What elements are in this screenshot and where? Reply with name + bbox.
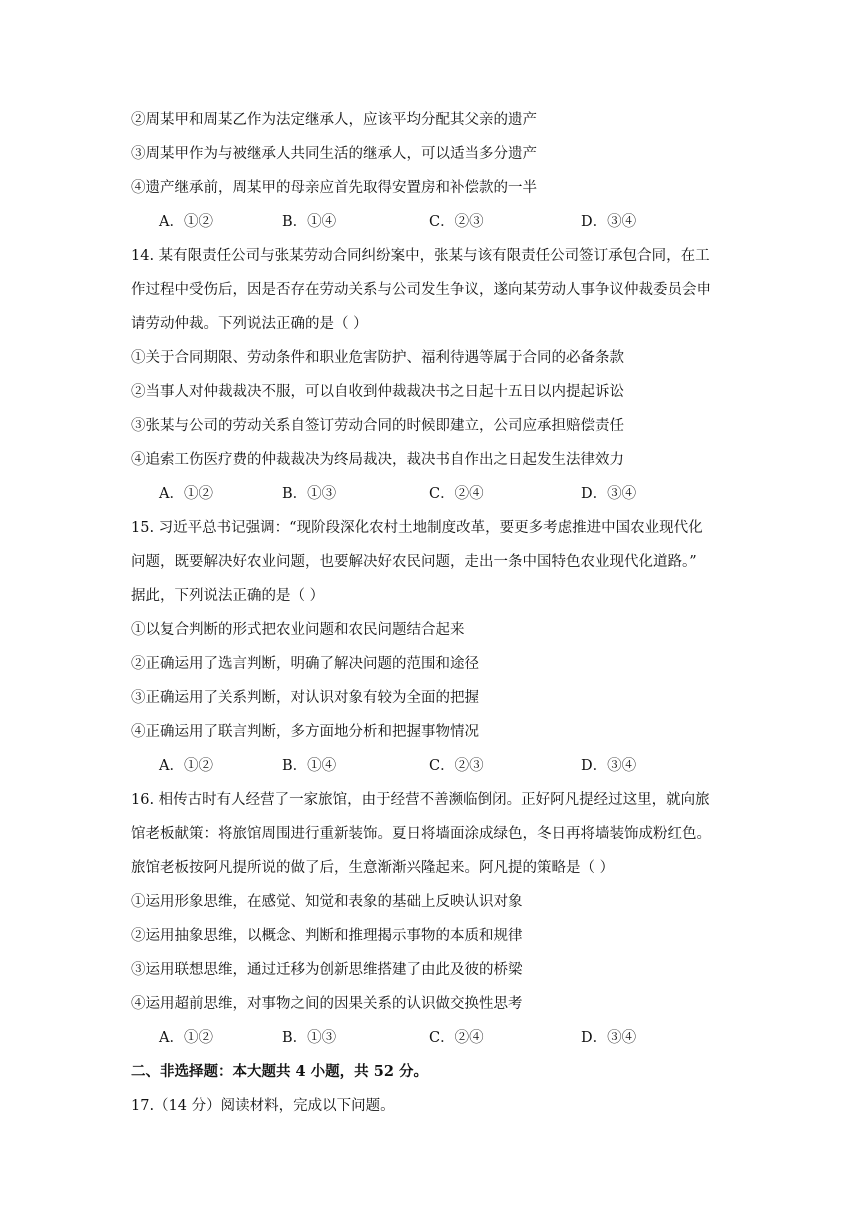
q16-option-a: A．①② bbox=[159, 1030, 213, 1046]
q15-statement-4: ④正确运用了联言判断，多方面地分析和把握事物情况 bbox=[131, 724, 479, 740]
q14-option-c: C．②④ bbox=[429, 486, 484, 502]
q15-statement-3: ③正确运用了关系判断，对认识对象有较为全面的把握 bbox=[131, 690, 479, 706]
q14-option-b: B．①③ bbox=[282, 486, 337, 502]
q16-stem-line-2: 馆老板献策：将旅馆周围进行重新装饰。夏日将墙面涂成绿色，冬日再将墙装饰成粉红色。 bbox=[131, 826, 711, 842]
q14-stem-line-1: 14. 某有限责任公司与张某劳动合同纠纷案中，张某与该有限责任公司签订承包合同，在工 bbox=[131, 248, 710, 264]
q13-option-a: A．①② bbox=[159, 214, 213, 230]
q15-statement-1: ①以复合判断的形式把农业问题和农民问题结合起来 bbox=[131, 622, 465, 638]
q15-option-c: C．②③ bbox=[429, 758, 484, 774]
q16-statement-3: ③运用联想思维，通过迁移为创新思维搭建了由此及彼的桥梁 bbox=[131, 962, 523, 978]
q15-options bbox=[159, 756, 679, 776]
q16-options bbox=[159, 1028, 679, 1048]
q16-statement-2: ②运用抽象思维，以概念、判断和推理揭示事物的本质和规律 bbox=[131, 928, 523, 944]
q14-options bbox=[159, 484, 679, 504]
q13-option-b: B．①④ bbox=[282, 214, 337, 230]
q15-option-b: B．①④ bbox=[282, 758, 337, 774]
q15-stem-line-1: 15. 习近平总书记强调：“现阶段深化农村土地制度改革，要更多考虑推进中国农业现代化 bbox=[131, 520, 703, 536]
q13-statement-2: ②周某甲和周某乙作为法定继承人，应该平均分配其父亲的遗产 bbox=[131, 112, 537, 128]
q15-option-a: A．①② bbox=[159, 758, 213, 774]
q13-options bbox=[159, 212, 679, 232]
q15-option-d: D．③④ bbox=[581, 758, 637, 774]
q14-statement-3: ③张某与公司的劳动关系自签订劳动合同的时候即建立，公司应承担赔偿责任 bbox=[131, 418, 624, 434]
q14-option-d: D．③④ bbox=[581, 486, 637, 502]
q13-option-c: C．②③ bbox=[429, 214, 484, 230]
q16-statement-4: ④运用超前思维，对事物之间的因果关系的认识做交换性思考 bbox=[131, 996, 523, 1012]
q16-option-d: D．③④ bbox=[581, 1030, 637, 1046]
q14-option-a: A．①② bbox=[159, 486, 213, 502]
q13-statement-3: ③周某甲作为与被继承人共同生活的继承人，可以适当多分遗产 bbox=[131, 146, 537, 162]
q14-statement-2: ②当事人对仲裁裁决不服，可以自收到仲裁裁决书之日起十五日以内提起诉讼 bbox=[131, 384, 624, 400]
q16-statement-1: ①运用形象思维，在感觉、知觉和表象的基础上反映认识对象 bbox=[131, 894, 523, 910]
q16-option-b: B．①③ bbox=[282, 1030, 337, 1046]
section-heading: 二、非选择题：本大题共 4 小题，共 52 分。 bbox=[131, 1063, 428, 1080]
q13-option-d: D．③④ bbox=[581, 214, 637, 230]
q14-statement-1: ①关于合同期限、劳动条件和职业危害防护、福利待遇等属于合同的必备条款 bbox=[131, 350, 624, 366]
q13-statement-4: ④遗产继承前，周某甲的母亲应首先取得安置房和补偿款的一半 bbox=[131, 180, 537, 196]
q16-stem-line-1: 16. 相传古时有人经营了一家旅馆，由于经营不善濒临倒闭。正好阿凡提经过这里，就向旅 bbox=[131, 792, 710, 808]
q14-stem-line-3: 请劳动仲裁。下列说法正确的是（ ） bbox=[131, 316, 368, 332]
q17-heading: 17.（14 分）阅读材料，完成以下问题。 bbox=[131, 1098, 395, 1114]
q15-stem-line-2: 问题，既要解决好农业问题，也要解决好农民问题，走出一条中国特色农业现代化道路。” bbox=[131, 554, 697, 570]
q15-statement-2: ②正确运用了选言判断，明确了解决问题的范围和途径 bbox=[131, 656, 479, 672]
q15-stem-line-3: 据此，下列说法正确的是（ ） bbox=[131, 588, 325, 604]
q14-statement-4: ④追索工伤医疗费的仲裁裁决为终局裁决，裁决书自作出之日起发生法律效力 bbox=[131, 452, 624, 468]
q14-stem-line-2: 作过程中受伤后，因是否存在劳动关系与公司发生争议，遂向某劳动人事争议仲裁委员会申 bbox=[131, 282, 711, 298]
q16-option-c: C．②④ bbox=[429, 1030, 484, 1046]
q16-stem-line-3: 旅馆老板按阿凡提所说的做了后，生意渐渐兴隆起来。阿凡提的策略是（ ） bbox=[131, 860, 615, 876]
